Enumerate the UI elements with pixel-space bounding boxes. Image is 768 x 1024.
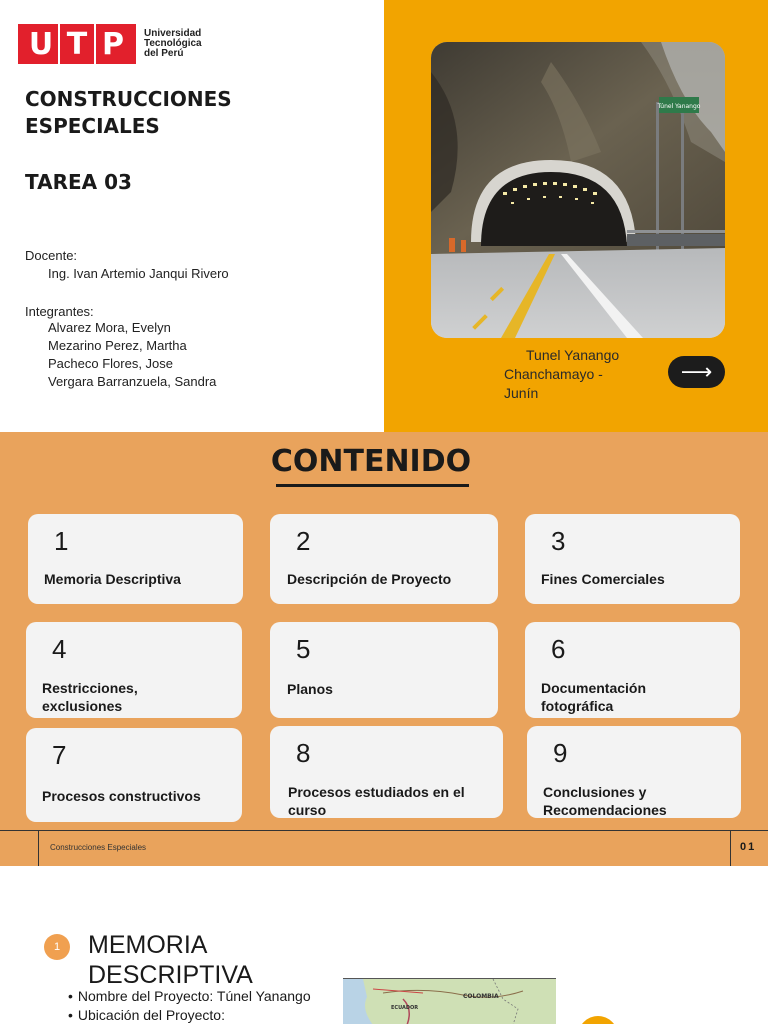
caption-line: Junín — [504, 385, 539, 401]
caption-line: Tunel Yanango — [526, 347, 620, 363]
task-title: TAREA 03 — [25, 170, 132, 194]
footer-course: Construcciones Especiales — [50, 843, 147, 852]
university-name-line: Tecnológica — [144, 38, 202, 49]
location-map — [343, 978, 556, 1024]
bullet-item: • Ubicación del Proyecto: — [68, 1007, 225, 1023]
contents-item-2[interactable] — [270, 514, 498, 604]
next-slide-button[interactable] — [668, 356, 725, 388]
section-title-line: MEMORIA — [88, 931, 208, 959]
contents-item-label: Documentación fotográfica — [541, 680, 647, 714]
contents-item-number: 9 — [553, 738, 568, 768]
university-name-line: Universidad — [144, 28, 202, 39]
cover-slide — [0, 0, 768, 432]
contents-item-4[interactable] — [26, 622, 242, 718]
tunnel-sign-text: Túnel Yanango — [657, 103, 701, 110]
title-underline — [276, 484, 469, 487]
logo-letter-t: T — [66, 26, 88, 62]
logo-letter-p: P — [102, 26, 124, 62]
contents-item-number: 1 — [54, 526, 69, 556]
contents-item-number: 5 — [296, 634, 311, 664]
integrantes-label: Integrantes: — [25, 304, 94, 319]
contents-item-7[interactable] — [26, 728, 242, 822]
contents-item-label: Conclusiones y Recomendaciones — [543, 784, 667, 818]
contents-slide — [0, 432, 768, 866]
contents-item-label: Restricciones, exclusiones — [42, 680, 138, 714]
docente-name: Ing. Ivan Artemio Janqui Rivero — [48, 266, 229, 281]
footer-page-number: 01 — [740, 841, 757, 853]
integrante-item: Pacheco Flores, Jose — [48, 356, 174, 371]
contents-item-label: Memoria Descriptiva — [44, 571, 181, 587]
course-title — [25, 86, 365, 140]
contents-item-9[interactable] — [527, 726, 741, 818]
contents-item-label: Procesos estudiados en el curso — [288, 784, 465, 818]
section-number-badge: 1 — [44, 934, 70, 960]
contents-item-5[interactable] — [270, 622, 498, 718]
integrante-item: Mezarino Perez, Martha — [48, 338, 187, 353]
course-title-line: ESPECIALES — [25, 114, 160, 138]
contents-item-label: Planos — [287, 681, 333, 697]
section-title-line: DESCRIPTIVA — [88, 961, 253, 989]
university-name-line: del Perú — [144, 48, 184, 59]
docente-label: Docente: — [25, 248, 78, 263]
decorative-shape — [578, 1016, 618, 1024]
bullet-item: • Nombre del Proyecto: Túnel Yanango — [68, 988, 311, 1004]
arrow-right-icon: ⟶ — [680, 359, 713, 384]
tunnel-photo — [431, 42, 725, 338]
section-title — [88, 930, 328, 990]
course-title-line: CONSTRUCCIONES — [25, 87, 232, 111]
contents-item-number: 6 — [551, 634, 566, 664]
tunnel-illustration — [431, 42, 725, 338]
contents-item-number: 2 — [296, 526, 311, 556]
contents-item-1[interactable] — [28, 514, 243, 604]
integrante-item: Vergara Barranzuela, Sandra — [48, 374, 217, 389]
contents-item-8[interactable] — [270, 726, 503, 818]
contents-title: CONTENIDO — [270, 444, 472, 479]
cover-left-panel — [0, 0, 384, 432]
map-illustration — [343, 979, 556, 1024]
contents-item-number: 8 — [296, 738, 311, 768]
contents-item-label: Procesos constructivos — [42, 788, 201, 804]
contents-item-6[interactable] — [525, 622, 740, 718]
footer-divider — [38, 830, 39, 866]
photo-caption — [504, 346, 634, 403]
contents-item-number: 4 — [52, 634, 67, 664]
contents-item-number: 7 — [52, 740, 67, 770]
logo-letter-u: U — [28, 26, 54, 62]
integrante-item: Alvarez Mora, Evelyn — [48, 320, 171, 335]
contents-item-label: Descripción de Proyecto — [287, 571, 452, 587]
footer-divider — [730, 830, 731, 866]
contents-item-number: 3 — [551, 526, 566, 556]
map-label: ECUADOR — [391, 1005, 419, 1011]
caption-line: Chanchamayo - — [504, 366, 603, 382]
map-label: COLOMBIA — [463, 993, 499, 1000]
utp-logo — [18, 24, 214, 64]
utp-logo-mark — [18, 24, 136, 64]
footer-divider — [0, 830, 768, 831]
university-name — [144, 29, 214, 59]
contents-item-label: Fines Comerciales — [541, 571, 665, 587]
memoria-slide — [0, 866, 768, 1024]
contents-item-3[interactable] — [525, 514, 740, 604]
